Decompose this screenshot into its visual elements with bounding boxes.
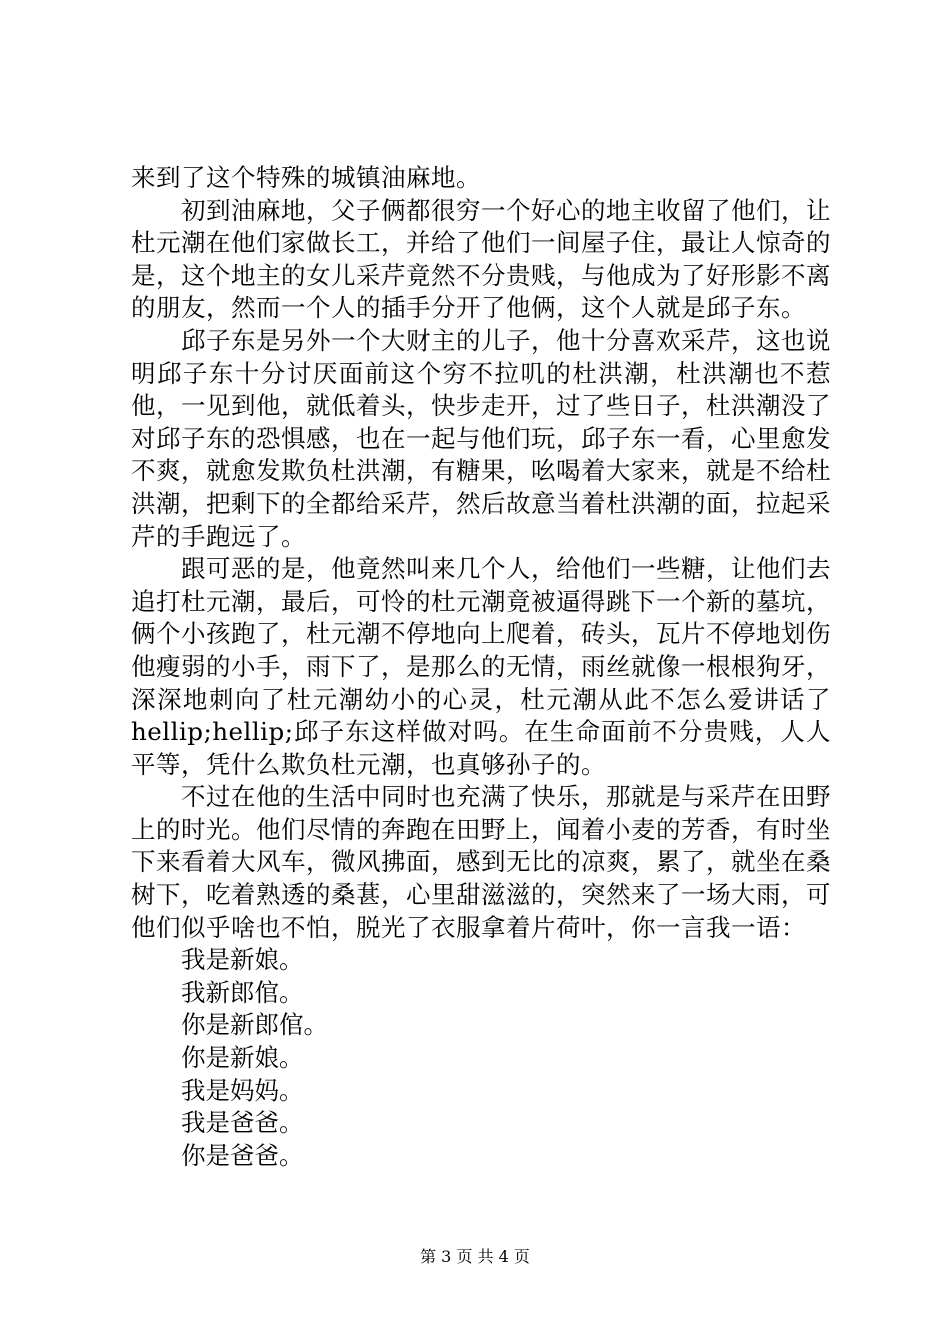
dialogue-line: 你是爸爸。 <box>181 1140 304 1170</box>
dialogue-line: 我新郎倌。 <box>181 977 304 1007</box>
dialogue-line: 你是新郎倌。 <box>181 1010 328 1040</box>
dialogue-line: 我是新娘。 <box>181 945 304 975</box>
dialogue-block <box>131 944 831 1172</box>
paragraph-5: 不过在他的生活中同时也充满了快乐，那就是与采芹在田野上的时光。他们尽情的奔跑在田野上，闻着小麦的芳香，有时坐下来看着大风车，微风拂面，感到无比的凉爽，累了，就坐在桑树下，吃着熟透的桑葚，心里甜滋滋的，突然来了一场大雨，可他们似乎啥也不怕，脱光了衣服拿着片荷叶，你一言我一语： <box>131 782 831 942</box>
dialogue-line: 你是新娘。 <box>181 1043 304 1073</box>
dialogue-line: 我是爸爸。 <box>181 1108 304 1138</box>
dialogue-line: 我是妈妈。 <box>181 1075 304 1105</box>
document-body <box>131 162 831 1172</box>
paragraph-4: 跟可恶的是，他竟然叫来几个人，给他们一些糖，让他们去追打杜元潮，最后，可怜的杜元潮竟被逼得跳下一个新的墓坑，俩个小孩跑了，杜元潮不停地向上爬着，砖头，瓦片不停地划伤他瘦弱的小手，雨下了，是那么的无情，雨丝就像一根根狗牙，深深地刺向了杜元潮幼小的心灵，杜元潮从此不怎么爱讲话了hellip;hellip;邱子东这样做对吗。在生命面前不分贵贱，人人平等，凭什么欺负杜元潮，也真够孙子的。 <box>131 554 831 779</box>
page-number-footer: 第 3 页 共 4 页 <box>420 1247 530 1266</box>
paragraph-1: 来到了这个特殊的城镇油麻地。 <box>131 163 481 192</box>
paragraph-2: 初到油麻地，父子俩都很穷一个好心的地主收留了他们，让杜元潮在他们家做长工，并给了他们一间屋子住，最让人惊奇的是，这个地主的女儿采芹竟然不分贵贱，与他成为了好形影不离的朋友，然而一个人的插手分开了他俩，这个人就是邱子东。 <box>131 195 831 323</box>
paragraph-3: 邱子东是另外一个大财主的儿子，他十分喜欢采芹，这也说明邱子东十分讨厌面前这个穷不拉叽的杜洪潮，杜洪潮也不惹他，一见到他，就低着头，快步走开，过了些日子，杜洪潮没了对邱子东的恐惧感，也在一起与他们玩，邱子东一看，心里愈发不爽，就愈发欺负杜洪潮，有糖果，吆喝着大家来，就是不给杜洪潮，把剩下的全都给采芹，然后故意当着杜洪潮的面，拉起采芹的手跑远了。 <box>131 325 831 551</box>
